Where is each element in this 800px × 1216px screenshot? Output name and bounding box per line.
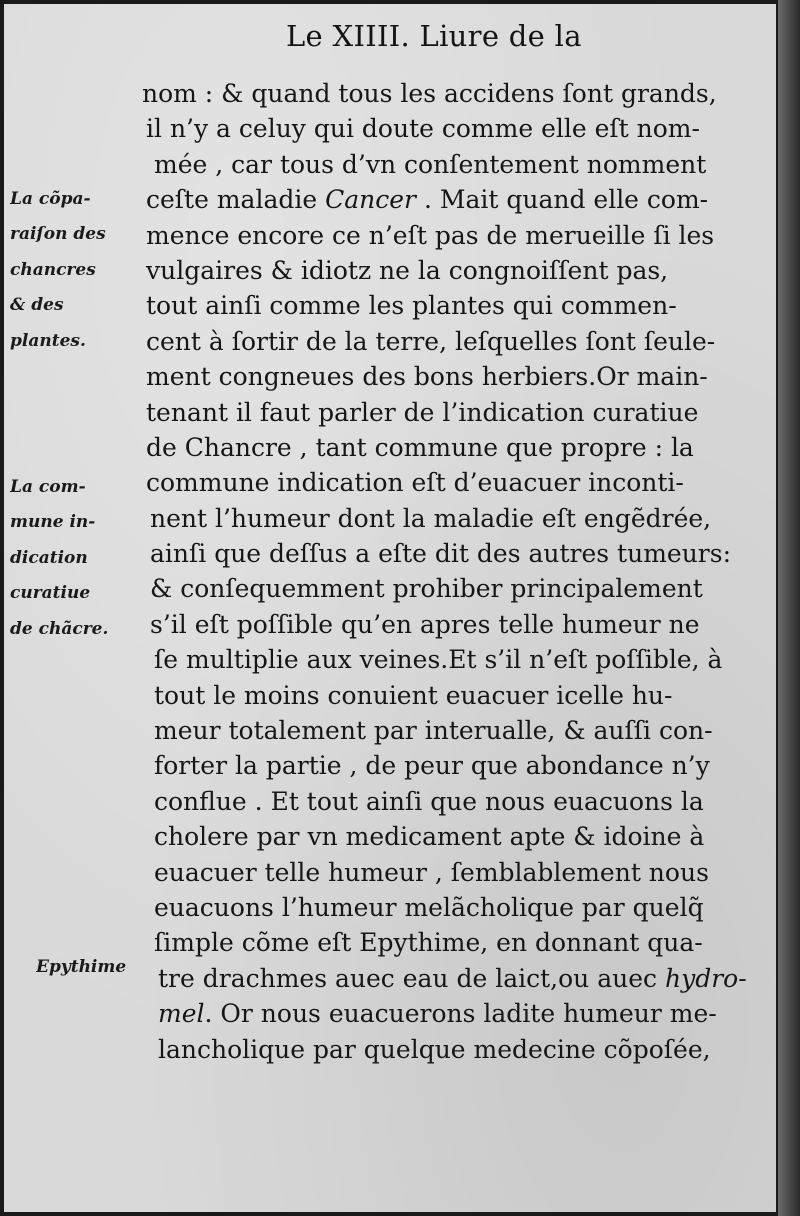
margin-note-epythime [36,950,178,985]
body-text [142,76,768,1067]
text-line: conflue . Et tout ainſi que nous euacuons la [154,786,704,816]
margin-note-comparaison [10,182,152,359]
text-line: tenant il faut parler de l’indication curatiue [146,397,699,427]
text-line [142,996,768,1031]
text-line: mence encore ce n’eſt pas de merueille ſi les [146,220,715,250]
text-line: nent l’humeur dont la maladie eſt engẽdrée, [150,503,712,533]
text-line: & conſequemment prohiber principalement [150,574,703,604]
text-line: mée , car tous d’vn conſentement nomment [154,149,707,179]
text-segment: ceſte maladie [146,185,318,215]
text-line: s’il eſt poſſible qu’en apres telle humeur ne [150,609,700,639]
italic-term: mel [158,999,205,1029]
text-line: ſimple cõme eſt Epythime, en donnant qua- [154,928,703,958]
text-segment: tre drachmes auec eau de laict,ou auec [158,963,658,993]
text-line: cholere par vn medicament apte & idoine à [154,822,705,852]
text-line: euacuons l’humeur melãcholique par quelq̃ [154,892,704,922]
book-spine-shadow [778,0,800,1216]
text-line: il n’y a celuy qui doute comme elle eſt nom- [146,114,700,144]
text-line: forter la partie , de peur que abondance n’y [154,751,710,781]
text-line: nom : & quand tous les accidens ſont grands, [142,79,717,108]
text-line: commune indication eſt d’euacuer inconti- [146,468,684,498]
margin-note-line: chancres [10,259,96,280]
text-line: vulgaires & idiotz ne la congnoiſſent pas, [146,255,669,285]
margin-note-line: Epythime [36,957,127,977]
margin-note-line: La cõpa- [10,189,91,209]
text-line: lancholique par quelque medecine cõpoſée, [158,1034,711,1064]
text-line: de Chancre , tant commune que propre : la [146,432,694,462]
margin-note-line: mune in- [10,512,96,533]
margin-note-indication [10,470,152,647]
text-line: ainſi que deſſus a eſte dit des autres tumeurs: [150,539,732,569]
margin-note-line: La com- [10,477,86,497]
margin-note-line: plantes. [10,330,86,351]
italic-term: Cancer [325,185,416,215]
text-segment: . Or nous euacuerons ladite humeur me- [204,999,717,1029]
book-page [4,4,776,1212]
text-segment: . Mait quand elle com- [423,185,709,215]
margin-note-line: & des [10,295,64,316]
text-line: euacuer telle humeur , ſemblablement nous [154,857,709,887]
margin-note-line: de chãcre. [10,618,109,639]
margin-note-line: curatiue [10,583,91,604]
text-line: tout ainſi comme les plantes qui commen- [146,291,677,321]
text-line: meur totalement par interualle, & auſſi con- [154,716,713,746]
text-line: tout le moins conuient euacuer icelle hu- [154,680,673,710]
text-line: ment congneues des bons herbiers.Or main- [146,362,708,392]
text-line: ſe multiplie aux veines.Et s’il n’eſt poſſible, à [154,645,723,675]
running-head: Le XIIII. Liure de la [286,19,582,53]
text-line: cent à ſortir de la terre, leſquelles ſont ſeule- [146,326,716,356]
text-line [142,182,768,217]
text-line [142,961,768,996]
margin-note-line: raiſon des [10,224,106,245]
italic-term: hydro- [664,963,747,993]
margin-note-line: dication [10,547,88,568]
